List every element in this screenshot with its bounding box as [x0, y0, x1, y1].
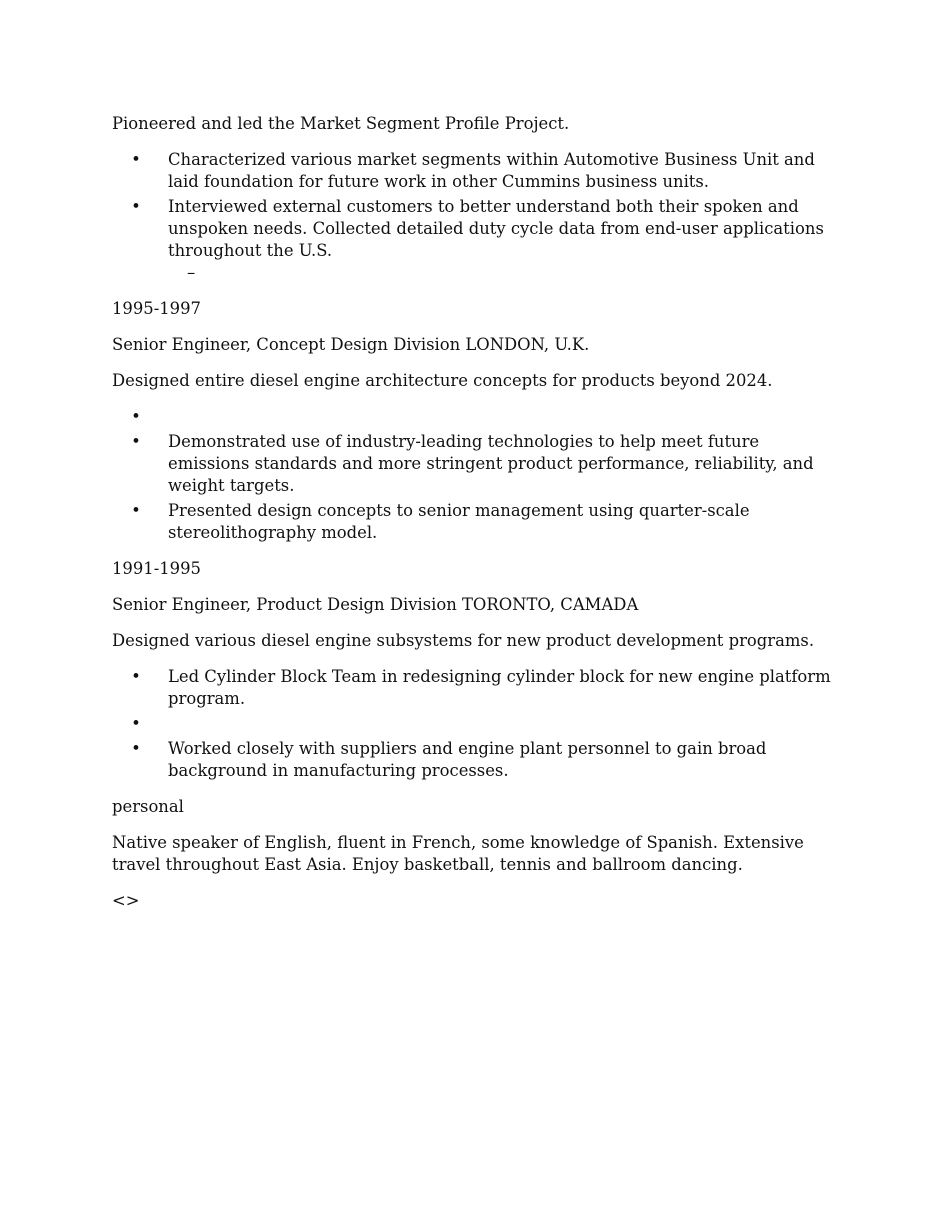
list-item — [112, 713, 842, 735]
job-title: Senior Engineer, Product Design Division TORONTO, CAMADA — [112, 595, 639, 614]
bullet-marker: • — [131, 739, 141, 758]
job-bullet-list — [112, 666, 842, 782]
job-dates: 1995-1997 — [112, 299, 201, 318]
job-summary: Designed various diesel engine subsystems for new product development programs. — [112, 631, 815, 650]
job-title: Senior Engineer, Concept Design Division LONDON, U.K. — [112, 335, 590, 354]
bullet-marker: • — [131, 501, 141, 520]
job-bullet-list — [112, 406, 842, 544]
personal-text: Native speaker of English, fluent in French, some knowledge of Spanish. Extensive travel throughout East Asia. Enjoy basketball, tennis and ballroom dancing. — [112, 833, 804, 874]
bullet-marker: • — [131, 714, 141, 733]
list-item — [112, 196, 842, 284]
dash-marker: – — [187, 263, 196, 282]
project-bullet-list — [112, 149, 842, 284]
resume-content — [112, 113, 842, 926]
footer-marker: <> — [112, 891, 140, 910]
list-item — [112, 738, 842, 782]
list-item — [112, 666, 842, 710]
list-item-text: Presented design concepts to senior management using quarter-scale stereolithography model. — [168, 501, 750, 542]
bullet-marker: • — [131, 150, 141, 169]
job-summary: Designed entire diesel engine architecture concepts for products beyond 2024. — [112, 371, 773, 390]
list-item-text: Led Cylinder Block Team in redesigning cylinder block for new engine platform program. — [168, 667, 831, 708]
project-summary: Pioneered and led the Market Segment Profile Project. — [112, 114, 570, 133]
sub-bullet-list — [168, 262, 842, 284]
list-item-text: Worked closely with suppliers and engine plant personnel to gain broad background in manufacturing processes. — [168, 739, 767, 780]
list-item — [112, 431, 842, 497]
list-item — [112, 149, 842, 193]
list-item-text: Demonstrated use of industry-leading technologies to help meet future emissions standards and more stringent product performance, reliability, and weight targets. — [168, 432, 814, 495]
list-item — [112, 406, 842, 428]
bullet-marker: • — [131, 432, 141, 451]
list-item — [112, 500, 842, 544]
bullet-marker: • — [131, 197, 141, 216]
list-item-text: Characterized various market segments within Automotive Business Unit and laid foundation for future work in other Cummins business units. — [168, 150, 815, 191]
personal-heading: personal — [112, 797, 184, 816]
sub-list-item — [168, 262, 842, 284]
bullet-marker: • — [131, 407, 141, 426]
job-dates: 1991-1995 — [112, 559, 201, 578]
list-item-text: Interviewed external customers to better understand both their spoken and unspoken needs. Collected detailed duty cycle data from end-user applications throughout the U.S. — [168, 197, 824, 260]
bullet-marker: • — [131, 667, 141, 686]
